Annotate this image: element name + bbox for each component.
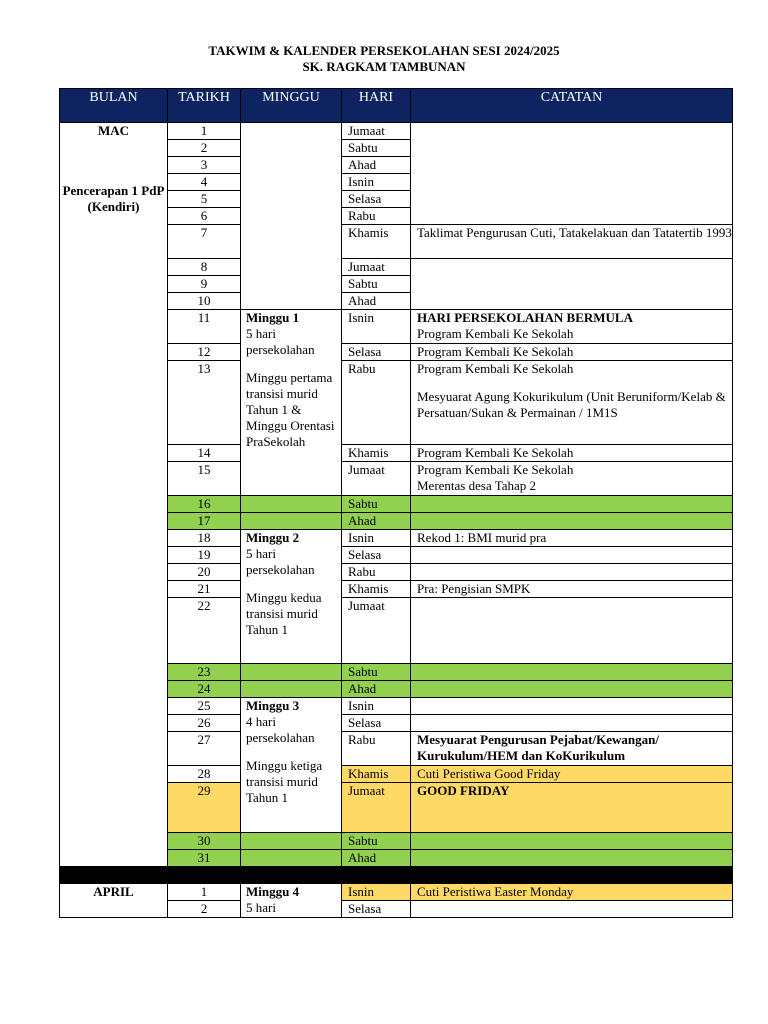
date-cell: 25 — [168, 698, 241, 715]
day-cell: Isnin — [342, 884, 411, 901]
day-cell: Isnin — [342, 174, 411, 191]
header-hari: HARI — [342, 89, 411, 123]
date-cell: 2 — [168, 901, 241, 918]
note-cell — [411, 715, 733, 732]
month-separator — [60, 867, 733, 884]
day-cell: Sabtu — [342, 833, 411, 850]
note-cell — [411, 681, 733, 698]
date-cell: 30 — [168, 833, 241, 850]
date-cell: 6 — [168, 208, 241, 225]
week-cell — [241, 698, 342, 833]
note-cell — [411, 698, 733, 715]
note-cell: Rekod 1: BMI murid pra — [411, 530, 733, 547]
note-cell — [411, 513, 733, 530]
note-text: Program Kembali Ke Sekolah — [417, 361, 574, 376]
day-cell: Jumaat — [342, 259, 411, 276]
note-cell — [411, 901, 733, 918]
day-cell: Selasa — [342, 715, 411, 732]
note-cell — [411, 462, 733, 496]
note-text: Mesyuarat Agung Kokurikulum (Unit Beruniform/Kelab & Persatuan/Sukan & Permainan / 1M1S — [417, 389, 726, 420]
day-cell: Rabu — [342, 208, 411, 225]
document-title: TAKWIM & KALENDER PERSEKOLAHAN SESI 2024/2025 — [208, 43, 560, 58]
date-cell: 19 — [168, 547, 241, 564]
header-tarikh: TARIKH — [168, 89, 241, 123]
week-days: 4 hari persekolahan — [246, 714, 315, 745]
note-cell — [411, 664, 733, 681]
date-cell: 23 — [168, 664, 241, 681]
month-cell — [60, 884, 168, 918]
date-cell: 28 — [168, 766, 241, 783]
date-cell: 8 — [168, 259, 241, 276]
date-cell: 14 — [168, 445, 241, 462]
date-cell: 7 — [168, 225, 241, 259]
week-cell — [241, 833, 342, 850]
week-cell — [241, 123, 342, 310]
week-days: 5 hari persekolahan — [246, 546, 315, 577]
week-note: Minggu pertama transisi murid Tahun 1 & Minggu Orentasi PraSekolah — [246, 370, 335, 449]
date-cell: 20 — [168, 564, 241, 581]
note-cell: Taklimat Pengurusan Cuti, Tatakelakuan dan Tatatertib 1993 — [411, 225, 733, 259]
header-catatan: CATATAN — [411, 89, 733, 123]
school-name: SK. RAGKAM TAMBUNAN — [302, 59, 466, 74]
week-cell — [241, 681, 342, 698]
week-cell — [241, 850, 342, 867]
note-cell — [411, 598, 733, 664]
week-cell — [241, 664, 342, 681]
day-cell: Khamis — [342, 766, 411, 783]
day-cell: Sabtu — [342, 664, 411, 681]
header-minggu: MINGGU — [241, 89, 342, 123]
date-cell: 9 — [168, 276, 241, 293]
month-name: MAC — [97, 123, 130, 138]
week-cell — [241, 513, 342, 530]
header-bulan: BULAN — [60, 89, 168, 123]
week-title: Minggu 4 — [246, 884, 300, 899]
week-cell — [241, 884, 342, 918]
note-cell — [411, 564, 733, 581]
date-cell: 13 — [168, 361, 241, 445]
note-cell — [411, 833, 733, 850]
week-note: Minggu ketiga transisi murid Tahun 1 — [246, 758, 323, 805]
separator-bar — [60, 867, 733, 884]
day-cell: Jumaat — [342, 123, 411, 140]
date-cell: 18 — [168, 530, 241, 547]
date-cell: 22 — [168, 598, 241, 664]
date-cell: 4 — [168, 174, 241, 191]
month-name: APRIL — [93, 884, 134, 899]
date-cell: 17 — [168, 513, 241, 530]
date-cell: 10 — [168, 293, 241, 310]
month-cell — [60, 123, 168, 867]
day-cell: Ahad — [342, 157, 411, 174]
note-cell: Cuti Peristiwa Good Friday — [411, 766, 733, 783]
day-cell: Khamis — [342, 445, 411, 462]
week-note: Minggu kedua transisi murid Tahun 1 — [246, 590, 322, 637]
week-cell — [241, 530, 342, 664]
day-cell: Selasa — [342, 191, 411, 208]
week-cell — [241, 496, 342, 513]
note-cell: Program Kembali Ke Sekolah — [411, 344, 733, 361]
note-cell: Program Kembali Ke Sekolah — [411, 445, 733, 462]
day-cell: Isnin — [342, 698, 411, 715]
note-cell — [411, 496, 733, 513]
week-cell — [241, 310, 342, 496]
date-cell: 1 — [168, 123, 241, 140]
note-cell: Pra: Pengisian SMPK — [411, 581, 733, 598]
day-cell: Sabtu — [342, 496, 411, 513]
week-title: Minggu 2 — [246, 530, 300, 545]
day-cell: Isnin — [342, 530, 411, 547]
note-cell: Cuti Peristiwa Easter Monday — [411, 884, 733, 901]
week-days: 5 hari — [246, 900, 276, 915]
note-cell — [411, 123, 733, 225]
note-cell — [411, 850, 733, 867]
note-text: Merentas desa Tahap 2 — [417, 478, 537, 493]
day-cell: Sabtu — [342, 140, 411, 157]
day-cell: Ahad — [342, 293, 411, 310]
date-cell: 12 — [168, 344, 241, 361]
note-cell — [411, 310, 733, 344]
day-cell: Rabu — [342, 361, 411, 445]
day-cell: Khamis — [342, 581, 411, 598]
note-cell — [411, 259, 733, 310]
week-title: Minggu 1 — [246, 310, 300, 325]
day-cell: Sabtu — [342, 276, 411, 293]
day-cell: Isnin — [342, 310, 411, 344]
day-cell: Selasa — [342, 344, 411, 361]
date-cell: 15 — [168, 462, 241, 496]
day-cell: Ahad — [342, 513, 411, 530]
date-cell: 29 — [168, 783, 241, 833]
calendar-table — [59, 88, 733, 918]
week-days: 5 hari persekolahan — [246, 326, 315, 357]
day-cell: Jumaat — [342, 783, 411, 833]
note-cell — [411, 547, 733, 564]
day-cell: Selasa — [342, 547, 411, 564]
date-cell: 2 — [168, 140, 241, 157]
day-cell: Ahad — [342, 850, 411, 867]
header-row — [60, 89, 733, 123]
note-bold: HARI PERSEKOLAHAN BERMULA — [417, 310, 633, 325]
date-cell: 27 — [168, 732, 241, 766]
month-note: Pencerapan 1 PdP (Kendiri) — [62, 183, 165, 214]
date-cell: 21 — [168, 581, 241, 598]
date-cell: 16 — [168, 496, 241, 513]
date-cell: 11 — [168, 310, 241, 344]
date-cell: 3 — [168, 157, 241, 174]
note-cell — [411, 361, 733, 445]
day-cell: Jumaat — [342, 598, 411, 664]
day-cell: Selasa — [342, 901, 411, 918]
note-cell: Mesyuarat Pengurusan Pejabat/Kewangan/ Kurukulum/HEM dan KoKurikulum — [411, 732, 733, 766]
date-cell: 31 — [168, 850, 241, 867]
note-text: Program Kembali Ke Sekolah — [417, 326, 574, 341]
day-cell: Ahad — [342, 681, 411, 698]
week-title: Minggu 3 — [246, 698, 300, 713]
day-cell: Rabu — [342, 732, 411, 766]
table-row — [60, 123, 733, 140]
table-row — [60, 884, 733, 901]
note-text: Program Kembali Ke Sekolah — [417, 462, 574, 477]
day-cell: Jumaat — [342, 462, 411, 496]
date-cell: 1 — [168, 884, 241, 901]
date-cell: 24 — [168, 681, 241, 698]
date-cell: 26 — [168, 715, 241, 732]
day-cell: Rabu — [342, 564, 411, 581]
note-cell: GOOD FRIDAY — [411, 783, 733, 833]
date-cell: 5 — [168, 191, 241, 208]
day-cell: Khamis — [342, 225, 411, 259]
